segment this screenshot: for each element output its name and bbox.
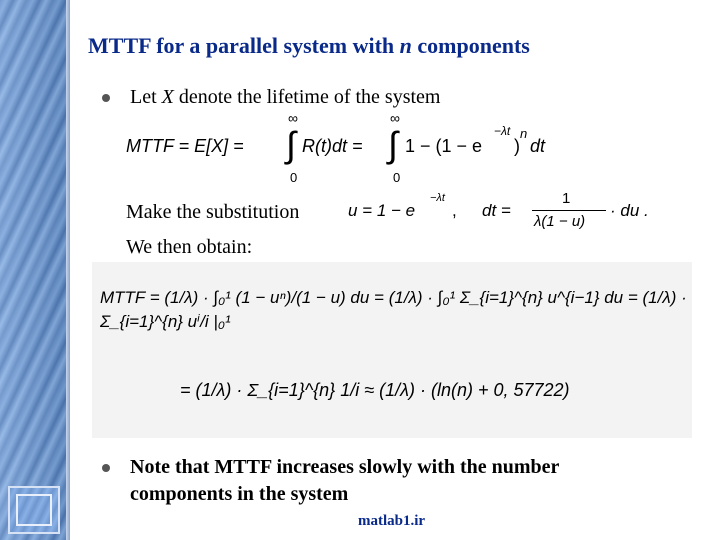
eq1-term-4: dt — [530, 136, 546, 156]
eq1-lhs: MTTF = E[X] = — [126, 136, 244, 156]
integral-sign-1-icon: ∫ — [286, 124, 296, 165]
equation-2-line-1: MTTF = (1/λ) · ∫₀¹ (1 − uⁿ)/(1 − u) du = (1/λ) · ∫₀¹ Σ_{i=1}^{n} u^{i−1} du = (1/λ) · Σ_{i=1}^{n} uⁱ/i |₀¹ — [100, 288, 687, 331]
bullet-1-text — [130, 84, 440, 110]
title-prefix: MTTF for a parallel system with — [88, 33, 400, 58]
eq1-lower-limit-2: 0 — [393, 170, 401, 185]
bullet-1-variable: X — [161, 86, 174, 108]
corner-decorative-square — [8, 486, 60, 534]
substitution-fraction-numerator: 1 — [562, 190, 571, 207]
eq1-exponent: −λt — [494, 124, 511, 138]
band-divider — [66, 0, 70, 540]
substitution-fraction-bar — [532, 210, 606, 211]
substitution-comma: , — [452, 201, 457, 220]
bullet-dot-icon — [102, 464, 110, 472]
eq1-upper-limit-2: ∞ — [390, 110, 400, 126]
obtain-label: We then obtain: — [126, 236, 253, 258]
left-decorative-band — [0, 0, 66, 540]
corner-inner-frame — [16, 494, 52, 526]
slide-title — [88, 30, 708, 62]
equation-2-line-2: = (1/λ) · Σ_{i=1}^{n} 1/i ≈ (1/λ) · (ln(n) + 0, 57722) — [180, 380, 570, 400]
eq1-term-1: R(t)dt = — [302, 136, 363, 156]
eq1-power: n — [520, 126, 528, 141]
substitution-fraction-denominator: λ(1 − u) — [534, 213, 586, 230]
eq1-lower-limit-1: 0 — [290, 170, 298, 185]
substitution-u-def: u = 1 − e — [348, 201, 416, 220]
title-variable: n — [399, 33, 412, 58]
substitution-u-exponent: −λt — [430, 192, 445, 204]
bullet-2-line-1: Note that MTTF increases slowly with the number — [130, 456, 560, 478]
bullet-2-line-2: components in the system — [130, 483, 349, 505]
eq1-term-3: ) — [514, 136, 520, 156]
bullet-1-suffix: denote the lifetime of the system — [173, 86, 441, 108]
eq1-upper-limit-1: ∞ — [288, 110, 298, 126]
substitution-label: Make the substitution — [126, 201, 300, 223]
substitution-tail: · du . — [610, 201, 649, 220]
integral-sign-2-icon: ∫ — [388, 124, 398, 165]
eq1-term-2: 1 − (1 − e — [405, 136, 483, 156]
bullet-dot-icon — [102, 94, 110, 102]
title-suffix: components — [411, 33, 530, 58]
footer-watermark: matlab1.ir — [358, 513, 426, 529]
bullet-1-prefix: Let — [130, 86, 162, 108]
substitution-dt-lhs: dt = — [482, 201, 511, 220]
